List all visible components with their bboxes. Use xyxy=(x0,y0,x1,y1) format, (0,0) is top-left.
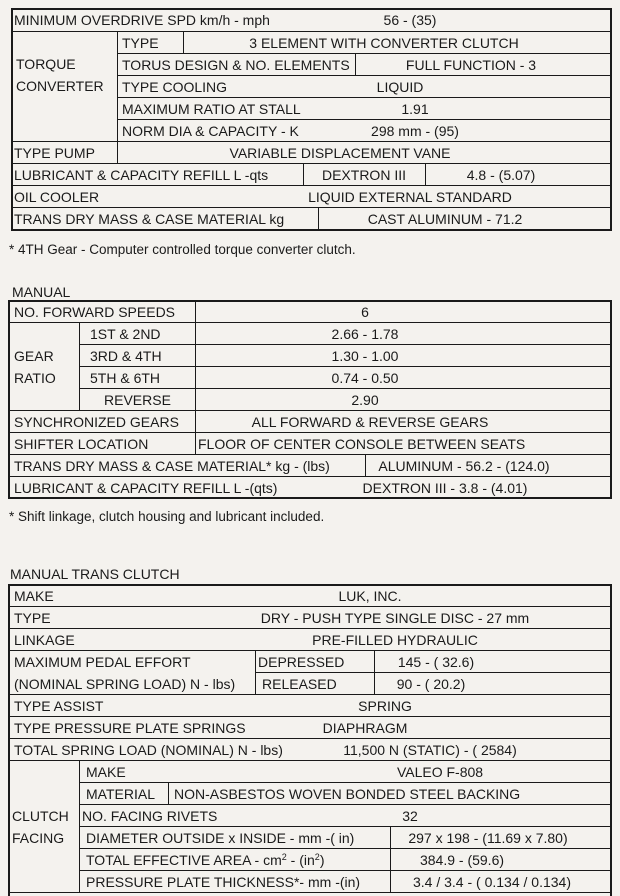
synchronized-label: SYNCHRONIZED GEARS xyxy=(14,414,179,430)
gear-ratio-row-value: 0.74 - 0.50 xyxy=(331,370,399,386)
col-divider xyxy=(374,650,375,694)
row-divider xyxy=(79,870,611,871)
manual-dry-mass-label: TRANS DRY MASS & CASE MATERIAL* kg - (lbs) xyxy=(14,458,330,474)
row-divider xyxy=(79,848,611,849)
released-label: RELEASED xyxy=(262,676,337,692)
depressed-label: DEPRESSED xyxy=(258,654,345,670)
clutch-make-value: LUK, INC. xyxy=(338,588,402,604)
forward-speeds-label: NO. FORWARD SPEEDS xyxy=(14,304,176,320)
tc-norm-dia-label: NORM DIA & CAPACITY - K xyxy=(122,123,299,139)
row-divider xyxy=(12,207,611,208)
facing-material-value: NON-ASBESTOS WOVEN BONDED STEEL BACKING xyxy=(174,786,521,802)
auto-lubricant-fluid: DEXTRON III xyxy=(321,167,406,183)
row-divider xyxy=(79,826,611,827)
row-divider xyxy=(9,716,611,717)
tc-max-ratio-label: MAXIMUM RATIO AT STALL xyxy=(122,101,301,117)
auto-dry-mass-value: CAST ALUMINUM - 71.2 xyxy=(367,211,523,227)
tc-norm-dia-value: 298 mm - (95) xyxy=(371,123,459,139)
min-overdrive-value: 56 - (35) xyxy=(383,12,437,28)
row-divider xyxy=(117,53,611,54)
facing-area-value: 384.9 - (59.6) xyxy=(419,852,505,868)
facing-diameter-value: 297 x 198 - (11.69 x 7.80) xyxy=(408,830,568,846)
pump-value: VARIABLE DISPLACEMENT VANE xyxy=(229,145,451,161)
row-divider xyxy=(9,410,611,411)
clutch-section-title: MANUAL TRANS CLUTCH xyxy=(10,566,180,582)
row-divider xyxy=(9,606,611,607)
col-divider xyxy=(79,760,80,893)
shifter-value: FLOOR OF CENTER CONSOLE BETWEEN SEATS xyxy=(198,436,526,452)
gear-ratio-row-value: 1.30 - 1.00 xyxy=(331,348,399,364)
row-divider xyxy=(9,322,611,323)
facing-rivets-label: NO. FACING RIVETS xyxy=(82,808,218,824)
facing-rivets-value: 32 xyxy=(402,808,418,824)
manual-lubricant-value: DEXTRON III - 3.8 - (4.01) xyxy=(362,480,528,496)
facing-diameter-label: DIAMETER OUTSIDE x INSIDE - mm -( in) xyxy=(86,830,355,846)
row-divider xyxy=(9,892,611,893)
clutch-facing-label: FACING xyxy=(12,830,65,846)
tc-cooling-value: LIQUID xyxy=(376,79,424,95)
col-divider xyxy=(255,650,256,694)
clutch-type-value: DRY - PUSH TYPE SINGLE DISC - 27 mm xyxy=(260,610,530,626)
clutch-facing-label: CLUTCH xyxy=(12,808,69,824)
auto-footnote: * 4TH Gear - Computer controlled torque converter clutch. xyxy=(9,242,356,257)
min-overdrive-label: MINIMUM OVERDRIVE SPD km/h - mph xyxy=(14,12,270,28)
tc-cooling-label: TYPE COOLING xyxy=(122,79,228,95)
row-divider xyxy=(9,628,611,629)
col-divider xyxy=(195,301,196,454)
row-divider xyxy=(117,75,611,76)
forward-speeds-value: 6 xyxy=(361,304,369,320)
gear-ratio-row-label: REVERSE xyxy=(104,392,171,408)
plate-thickness-value: 3.4 / 3.4 - ( 0.134 / 0.134) xyxy=(413,874,571,890)
row-divider xyxy=(117,97,611,98)
facing-area-label: TOTAL EFFECTIVE AREA - $cm^2 - (in^2)$ xyxy=(86,852,325,868)
synchronized-value: ALL FORWARD & REVERSE GEARS xyxy=(251,414,489,430)
facing-make-value: VALEO F-808 xyxy=(396,764,484,780)
row-divider xyxy=(9,454,611,455)
gear-ratio-row-label: 1ST & 2ND xyxy=(90,326,161,342)
row-divider xyxy=(79,388,611,389)
spring-load-value: 11,500 N (STATIC) - ( 2584) xyxy=(343,742,517,758)
gear-ratio-label: GEAR xyxy=(14,348,54,364)
col-divider xyxy=(318,207,319,229)
torque-converter-label: CONVERTER xyxy=(16,78,104,94)
row-divider xyxy=(9,432,611,433)
assist-label: TYPE ASSIST xyxy=(14,698,104,714)
row-divider xyxy=(79,782,611,783)
row-divider xyxy=(9,476,611,477)
oil-cooler-label: OIL COOLER xyxy=(14,189,100,205)
auto-dry-mass-label: TRANS DRY MASS & CASE MATERIAL kg xyxy=(14,211,285,227)
oil-cooler-value: LIQUID EXTERNAL STANDARD xyxy=(308,189,512,205)
row-divider xyxy=(117,119,611,120)
row-divider xyxy=(9,760,611,761)
auto-lubricant-value: 4.8 - (5.07) xyxy=(466,167,536,183)
tc-type-value: 3 ELEMENT WITH CONVERTER CLUTCH xyxy=(249,35,519,51)
row-divider xyxy=(79,344,611,345)
springs-label: TYPE PRESSURE PLATE SPRINGS xyxy=(14,720,246,736)
tc-max-ratio-value: 1.91 xyxy=(401,101,429,117)
tc-type-label: TYPE xyxy=(122,35,159,51)
tc-torus-value: FULL FUNCTION - 3 xyxy=(405,57,537,73)
clutch-make-label: MAKE xyxy=(14,588,54,604)
gear-ratio-row-value: 2.66 - 1.78 xyxy=(331,326,399,342)
pump-label: TYPE PUMP xyxy=(14,145,95,161)
linkage-label: LINKAGE xyxy=(14,632,75,648)
facing-make-label: MAKE xyxy=(86,764,126,780)
springs-value: DIAPHRAGM xyxy=(322,720,408,736)
torque-converter-label: TORQUE xyxy=(16,56,76,72)
row-divider xyxy=(12,31,611,32)
col-divider xyxy=(117,31,118,163)
row-divider xyxy=(12,141,611,142)
pedal-effort-label: MAXIMUM PEDAL EFFORT xyxy=(14,654,191,670)
gear-ratio-label: RATIO xyxy=(14,370,56,386)
gear-ratio-row-label: 5TH & 6TH xyxy=(90,370,161,386)
manual-section-title: MANUAL xyxy=(12,284,71,300)
row-divider xyxy=(79,366,611,367)
tc-torus-label: TORUS DESIGN & NO. ELEMENTS xyxy=(122,57,350,73)
gear-ratio-row-value: 2.90 xyxy=(351,392,379,408)
row-divider xyxy=(12,163,611,164)
col-divider xyxy=(79,322,80,410)
manual-lubricant-label: LUBRICANT & CAPACITY REFILL L -(qts) xyxy=(14,480,278,496)
plate-thickness-label: PRESSURE PLATE THICKNESS*- mm -(in) xyxy=(86,874,361,890)
row-divider xyxy=(79,804,611,805)
row-divider xyxy=(9,694,611,695)
manual-footnote: * Shift linkage, clutch housing and lubricant included. xyxy=(9,509,325,524)
col-divider xyxy=(390,826,391,892)
gear-ratio-row-label: 3RD & 4TH xyxy=(90,348,162,364)
row-divider xyxy=(9,650,611,651)
row-divider xyxy=(255,672,611,673)
row-divider xyxy=(9,738,611,739)
shifter-label: SHIFTER LOCATION xyxy=(14,436,149,452)
assist-value: SPRING xyxy=(358,698,412,714)
spring-load-label: TOTAL SPRING LOAD (NOMINAL) N - lbs) xyxy=(14,742,283,758)
depressed-value: 145 - ( 32.6) xyxy=(397,654,475,670)
linkage-value: PRE-FILLED HYDRAULIC xyxy=(312,632,478,648)
row-divider xyxy=(12,185,611,186)
clutch-type-label: TYPE xyxy=(14,610,51,626)
col-divider xyxy=(168,782,169,804)
auto-lubricant-label: LUBRICANT & CAPACITY REFILL L -qts xyxy=(14,167,269,183)
manual-dry-mass-value: ALUMINUM - 56.2 - (124.0) xyxy=(378,458,550,474)
facing-material-label: MATERIAL xyxy=(86,786,155,802)
released-value: 90 - ( 20.2) xyxy=(396,676,466,692)
pedal-effort-label: (NOMINAL SPRING LOAD) N - lbs) xyxy=(14,676,236,692)
